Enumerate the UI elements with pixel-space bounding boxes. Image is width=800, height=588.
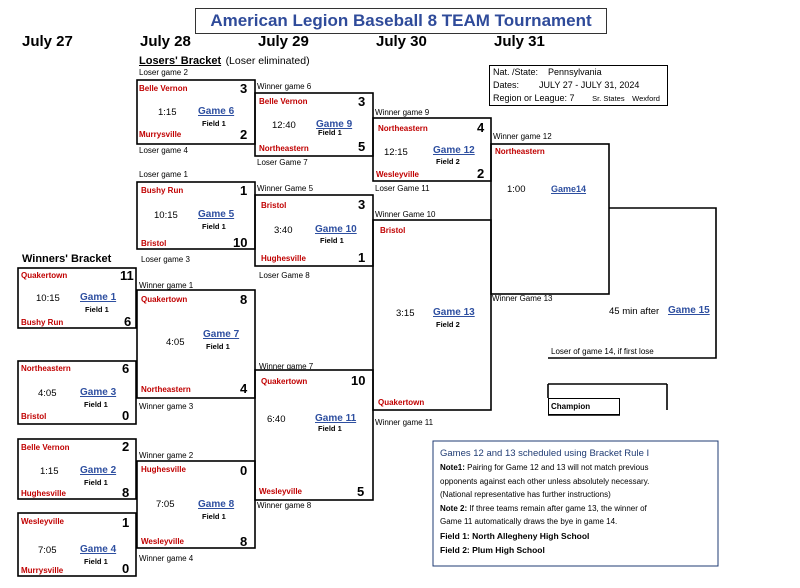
g11-score-bottom: 5 xyxy=(357,484,365,499)
label-winner-game-7: Winner game 7 xyxy=(259,362,314,371)
g9-team-top: Belle Vernon xyxy=(259,97,308,106)
g12-time: 12:15 xyxy=(384,147,408,158)
g4-team-top: Wesleyville xyxy=(21,517,64,526)
g5-score-bottom: 10 xyxy=(233,235,248,250)
g12-team-bottom: Wesleyville xyxy=(376,170,419,179)
g9-score-top: 3 xyxy=(358,94,366,109)
g7-score-top: 8 xyxy=(240,292,248,307)
label-winner-game-4: Winner game 4 xyxy=(139,554,194,563)
game-9-link[interactable]: Game 9 xyxy=(316,119,353,130)
g10-score-top: 3 xyxy=(358,197,366,212)
g14-time: 1:00 xyxy=(507,184,526,195)
label-loser-game-2: Loser game 2 xyxy=(139,68,188,77)
g8-time: 7:05 xyxy=(156,499,175,510)
label-loser-game-8: Loser Game 8 xyxy=(259,271,310,280)
game-7-box xyxy=(137,290,255,398)
label-loser-game-7: Loser Game 7 xyxy=(257,158,308,167)
g9-score-bottom: 5 xyxy=(358,139,366,154)
day-july-31: July 31 xyxy=(494,33,545,50)
g6-team-bottom: Murrysville xyxy=(139,130,182,139)
g4-score-bottom: 0 xyxy=(122,561,130,576)
g1-score-top: 11 xyxy=(120,268,134,283)
g8-score-bottom: 8 xyxy=(240,534,248,549)
g13-field: Field 2 xyxy=(436,320,460,329)
label-winner-game-6: Winner game 6 xyxy=(257,82,312,91)
g1-time: 10:15 xyxy=(36,293,60,304)
g10-field: Field 1 xyxy=(320,236,344,245)
winners-bracket-heading: Winners' Bracket xyxy=(22,253,112,265)
game-15-link[interactable]: Game 15 xyxy=(668,305,710,316)
note1-line-b: opponents against each other unless absolutely necessary. xyxy=(440,477,650,486)
game-14-link[interactable]: Game14 xyxy=(551,184,587,194)
g11-team-bottom: Wesleyville xyxy=(259,487,302,496)
g2-time: 1:15 xyxy=(40,466,59,477)
g12-score-top: 4 xyxy=(477,120,485,135)
game-2-link[interactable]: Game 2 xyxy=(80,465,117,476)
g13-team-bottom: Quakertown xyxy=(378,398,425,407)
g9-time: 12:40 xyxy=(272,120,296,131)
label-loser-game-14: Loser of game 14, if first lose xyxy=(551,347,654,356)
game-1-link[interactable]: Game 1 xyxy=(80,292,117,303)
game-6-link[interactable]: Game 6 xyxy=(198,106,235,117)
note2-line-a: Note 2: If three teams remain after game 13, the winner of xyxy=(440,504,647,513)
note1-line-a: Note1: Pairing for Game 12 and 13 will not match previous xyxy=(440,463,649,472)
label-loser-game-3: Loser game 3 xyxy=(141,255,190,264)
g12-score-bottom: 2 xyxy=(477,166,485,181)
label-winner-game-1: Winner game 1 xyxy=(139,281,194,290)
g12-team-top: Northeastern xyxy=(378,124,428,133)
g9-field: Field 1 xyxy=(318,128,342,137)
champion-label: Champion xyxy=(551,402,591,411)
g3-score-top: 6 xyxy=(122,361,130,376)
notes-heading: Games 12 and 13 scheduled using Bracket Rule I xyxy=(440,448,650,459)
label-winner-game-11: Winner game 11 xyxy=(375,418,434,427)
g9-team-bottom: Northeastern xyxy=(259,144,309,153)
g13-team-top: Bristol xyxy=(380,226,406,235)
game-11-box xyxy=(255,370,373,500)
g8-score-top: 0 xyxy=(240,463,248,478)
g10-time: 3:40 xyxy=(274,225,293,236)
g14-team-top: Northeastern xyxy=(495,147,545,156)
g10-score-bottom: 1 xyxy=(358,250,366,265)
g1-score-bottom: 6 xyxy=(124,314,132,329)
g4-team-bottom: Murrysville xyxy=(21,566,64,575)
page-title: American Legion Baseball 8 TEAM Tournament xyxy=(195,8,607,34)
game-10-link[interactable]: Game 10 xyxy=(315,224,357,235)
g13-time: 3:15 xyxy=(396,308,415,319)
g5-score-top: 1 xyxy=(240,183,248,198)
game-8-box xyxy=(137,461,255,548)
g5-time: 10:15 xyxy=(154,210,178,221)
g2-field: Field 1 xyxy=(84,478,108,487)
g4-field: Field 1 xyxy=(84,557,108,566)
label-winner-game-3: Winner game 3 xyxy=(139,402,194,411)
game-12-link[interactable]: Game 12 xyxy=(433,145,475,156)
game-7-link[interactable]: Game 7 xyxy=(203,329,240,340)
g8-team-top: Hughesville xyxy=(141,465,186,474)
game-15-bracket xyxy=(548,208,716,358)
g6-field: Field 1 xyxy=(202,119,226,128)
g1-team-bottom: Bushy Run xyxy=(21,318,64,327)
g7-field: Field 1 xyxy=(206,342,230,351)
g8-field: Field 1 xyxy=(202,512,226,521)
g5-team-bottom: Bristol xyxy=(141,239,167,248)
g11-time: 6:40 xyxy=(267,414,286,425)
label-winner-game-10: Winner Game 10 xyxy=(375,210,436,219)
g2-score-bottom: 8 xyxy=(122,485,130,500)
note1-line-c: (National representative has further instructions) xyxy=(440,490,611,499)
g7-team-bottom: Northeastern xyxy=(141,385,191,394)
g4-score-top: 1 xyxy=(122,515,130,530)
g2-team-bottom: Hughesville xyxy=(21,489,66,498)
game-13-link[interactable]: Game 13 xyxy=(433,307,475,318)
g6-score-bottom: 2 xyxy=(240,127,248,142)
g3-score-bottom: 0 xyxy=(122,408,130,423)
losers-bracket-heading: Losers' Bracket (Loser eliminated) xyxy=(139,55,310,67)
label-loser-game-4: Loser game 4 xyxy=(139,146,188,155)
day-july-27: July 27 xyxy=(22,33,73,50)
g10-team-top: Bristol xyxy=(261,201,287,210)
game-8-link[interactable]: Game 8 xyxy=(198,499,235,510)
game-4-link[interactable]: Game 4 xyxy=(80,544,117,555)
day-july-30: July 30 xyxy=(376,33,427,50)
label-winner-game-5: Winner Game 5 xyxy=(257,184,314,193)
g11-field: Field 1 xyxy=(318,424,342,433)
g12-field: Field 2 xyxy=(436,157,460,166)
info-region: Region or League: 7 Sr. States Wexford xyxy=(493,93,660,103)
g3-team-bottom: Bristol xyxy=(21,412,47,421)
g3-team-top: Northeastern xyxy=(21,364,71,373)
label-winner-game-12: Winner game 12 xyxy=(493,132,552,141)
g6-team-top: Belle Vernon xyxy=(139,84,188,93)
g7-team-top: Quakertown xyxy=(141,295,188,304)
label-winner-game-13: Winner Game 13 xyxy=(492,294,553,303)
label-winner-game-9: Winner game 9 xyxy=(375,108,430,117)
g1-team-top: Quakertown xyxy=(21,271,68,280)
g6-time: 1:15 xyxy=(158,107,177,118)
g5-team-top: Bushy Run xyxy=(141,186,184,195)
game-5-link[interactable]: Game 5 xyxy=(198,209,235,220)
label-winner-game-8: Winner game 8 xyxy=(257,501,312,510)
g6-score-top: 3 xyxy=(240,81,248,96)
g2-team-top: Belle Vernon xyxy=(21,443,70,452)
label-loser-game-11: Loser Game 11 xyxy=(375,184,430,193)
note2-line-b: Game 11 automatically draws the bye in game 14. xyxy=(440,517,618,526)
g4-time: 7:05 xyxy=(38,545,57,556)
field-2-note: Field 2: Plum High School xyxy=(440,545,545,555)
g1-field: Field 1 xyxy=(85,305,109,314)
g7-time: 4:05 xyxy=(166,337,185,348)
g3-time: 4:05 xyxy=(38,388,57,399)
label-loser-game-1: Loser game 1 xyxy=(139,170,188,179)
g11-score-top: 10 xyxy=(351,373,366,388)
g11-team-top: Quakertown xyxy=(261,377,308,386)
info-nat: Nat. /State: Pennsylvania xyxy=(493,67,602,77)
day-july-29: July 29 xyxy=(258,33,309,50)
g15-time: 45 min after xyxy=(609,306,660,317)
info-dates: Dates: JULY 27 - JULY 31, 2024 xyxy=(493,80,640,90)
g10-team-bottom: Hughesville xyxy=(261,254,306,263)
g3-field: Field 1 xyxy=(84,400,108,409)
game-14-box xyxy=(491,144,609,294)
game-11-link[interactable]: Game 11 xyxy=(315,413,357,424)
g7-score-bottom: 4 xyxy=(240,381,248,396)
field-1-note: Field 1: North Allegheny High School xyxy=(440,531,590,541)
game-3-link[interactable]: Game 3 xyxy=(80,387,117,398)
g8-team-bottom: Wesleyville xyxy=(141,537,184,546)
g2-score-top: 2 xyxy=(122,439,130,454)
day-july-28: July 28 xyxy=(140,33,191,50)
g5-field: Field 1 xyxy=(202,222,226,231)
label-winner-game-2: Winner game 2 xyxy=(139,451,194,460)
